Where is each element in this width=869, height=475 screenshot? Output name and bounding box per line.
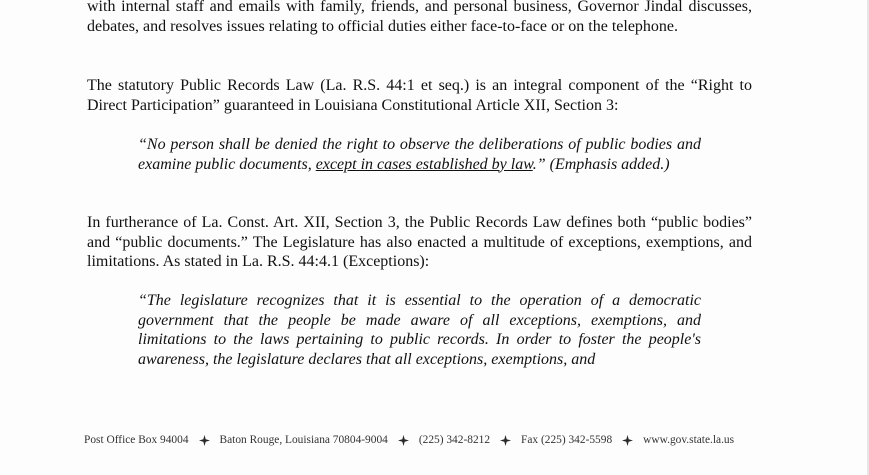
quote1-emphasis-underlined: except in cases established by law (315, 155, 533, 173)
footer-address: Post Office Box 94004 (84, 434, 189, 446)
body-paragraph-2: The statutory Public Records Law (La. R.S. 44:1 et seq.) is an integral component of the “Right to Direct Participation” guaranteed in Louisiana Constitutional Article XII, Section 3: (87, 77, 752, 114)
constitution-quote (138, 135, 701, 174)
quote1-text: “No person shall be denied the right to observe the deliberations of public bodies and examine public documents, (138, 136, 701, 173)
quote1-text-end: .” (Emphasis added.) (532, 155, 670, 173)
four-point-star-icon (622, 435, 633, 446)
footer-city: Baton Rouge, Louisiana 70804-9004 (219, 434, 388, 446)
statute-quote: “The legislature recognizes that it is essential to the operation of a democratic government that the people be made aware of all exceptions, exemptions, and limitations to the laws pertaining to public records. In order to foster the people's awareness, the legislature declares that all exceptions, exemptions, and (138, 292, 701, 368)
body-paragraph-3: In furtherance of La. Const. Art. XII, Section 3, the Public Records Law defines both “public bodies” and “public documents.” The Legislature has also enacted a multitude of exceptions, exemptions, and limitations. As stated in La. R.S. 44:4.1 (Exceptions): (87, 214, 752, 270)
four-point-star-icon (398, 435, 409, 446)
footer-phone: (225) 342-8212 (418, 434, 491, 446)
letterhead-footer (84, 434, 794, 446)
four-point-star-icon (500, 435, 511, 446)
body-paragraph-1: with internal staff and emails with family, friends, and personal business, Governor Jindal discusses, debates, and resolves issues relating to official duties either face-to-face or on the telephone. (87, 0, 752, 35)
four-point-star-icon (199, 435, 210, 446)
footer-website: www.gov.state.la.us (643, 434, 735, 446)
footer-fax: Fax (225) 342-5598 (521, 434, 613, 446)
